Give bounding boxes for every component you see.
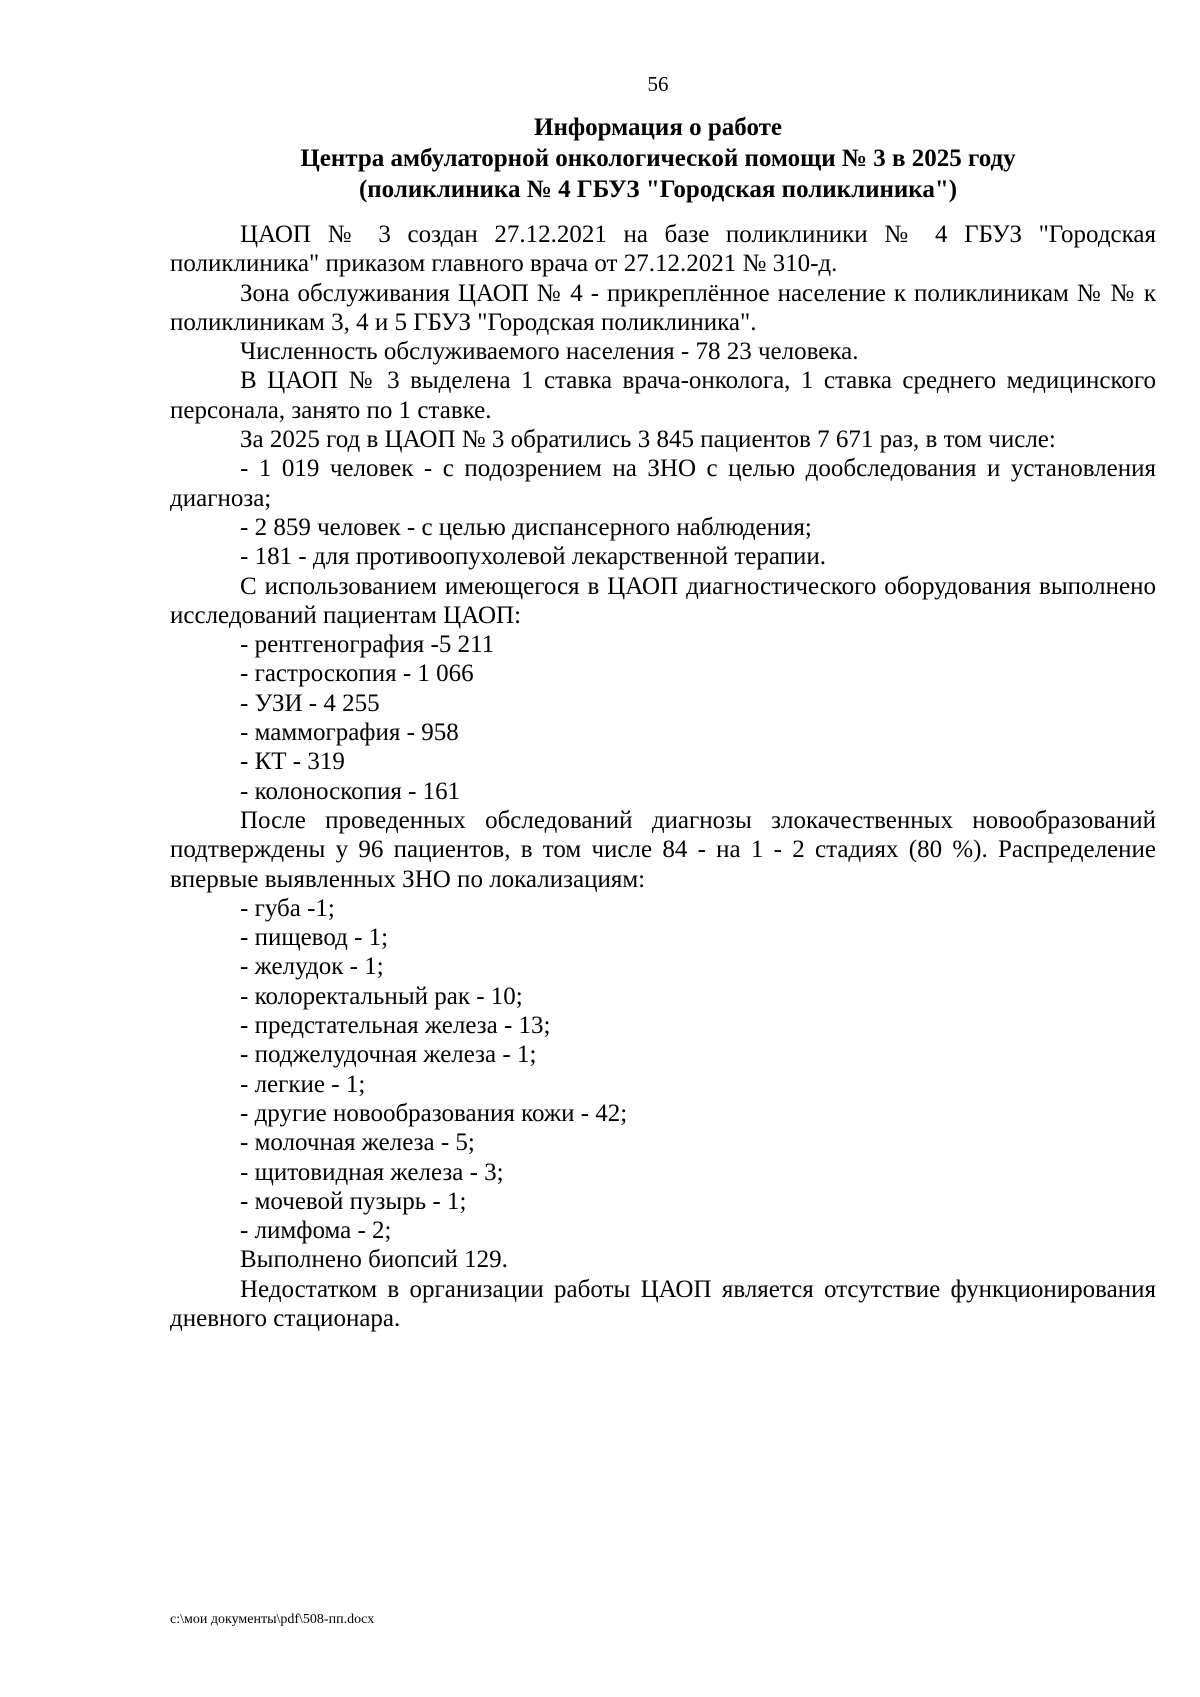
list-item-localization: - губа -1; [240, 894, 335, 922]
paragraph-biopsies: Выполнено биопсий 129. [240, 1246, 508, 1274]
list-item-study: - маммография - 958 [240, 719, 459, 747]
list-item-localization: - легкие - 1; [240, 1070, 366, 1098]
paragraph-equipment: С использованием имеющегося в ЦАОП диагностического оборудования выполнено исследований пациентам ЦАОП: [170, 572, 1156, 629]
paragraph-visits-dispensary: - 2 859 человек - с целью диспансерного наблюдения; [240, 513, 812, 541]
footer-file-path: c:\мои документы\pdf\508-пп.docx [170, 1612, 375, 1627]
title-line-3: (поликлиника № 4 ГБУЗ "Городская поликлиника") [358, 176, 958, 203]
paragraph-shortcoming: Недостатком в организации работы ЦАОП является отсутствие функционирования дневного стационара. [170, 1275, 1156, 1332]
localizations-list [170, 894, 1156, 1246]
paragraph-zone: Зона обслуживания ЦАОП № 4 - прикреплённое население к поликлиникам № № к поликлиникам 3, 4 и 5 ГБУЗ "Городская поликлиника". [170, 279, 1156, 336]
title-line-1: Информация о работе [534, 114, 782, 141]
title-line-2: Центра амбулаторной онкологической помощи № 3 в 2025 году [300, 145, 1016, 172]
document-body [170, 220, 1156, 1333]
list-item-localization: - колоректальный рак - 10; [240, 982, 523, 1010]
list-item-localization: - поджелудочная железа - 1; [240, 1041, 537, 1069]
paragraph-confirmed: После проведенных обследований диагнозы злокачественных новообразований подтверждены у 96 пациентов, в том числе 84 - на 1 - 2 стадиях (80 %). Распределение впервые выявленных ЗНО по локализациям: [170, 806, 1156, 893]
list-item-localization: - молочная железа - 5; [240, 1129, 475, 1157]
list-item-localization: - другие новообразования кожи - 42; [240, 1099, 628, 1127]
paragraph-population: Численность обслуживаемого населения - 78 23 человека. [240, 338, 859, 366]
list-item-study: - гастроскопия - 1 066 [240, 660, 474, 688]
list-item-study: - колоноскопия - 161 [240, 777, 461, 805]
paragraph-visits: За 2025 год в ЦАОП № 3 обратились 3 845 пациентов 7 671 раз, в том числе: [240, 426, 1056, 454]
paragraph-visits-therapy: - 181 - для противоопухолевой лекарственной терапии. [240, 543, 827, 571]
list-item-localization: - мочевой пузырь - 1; [240, 1187, 467, 1215]
page-number: 56 [647, 72, 669, 96]
list-item-localization: - щитовидная железа - 3; [240, 1158, 504, 1186]
list-item-localization: - предстательная железа - 13; [240, 1012, 551, 1040]
list-item-localization: - желудок - 1; [240, 953, 384, 981]
paragraph-created: ЦАОП № 3 создан 27.12.2021 на базе поликлиники № 4 ГБУЗ "Городская поликлиника" приказом главного врача от 27.12.2021 № 310-д. [170, 221, 1156, 278]
paragraph-visits-suspicion: - 1 019 человек - с подозрением на ЗНО с целью дообследования и установления диагноза; [170, 455, 1156, 512]
studies-list [170, 630, 1156, 806]
document-title [160, 112, 1156, 205]
list-item-localization: - лимфома - 2; [240, 1217, 392, 1245]
list-item-study: - КТ - 319 [240, 748, 345, 776]
list-item-localization: - пищевод - 1; [240, 924, 389, 952]
list-item-study: - рентгенография -5 211 [240, 631, 495, 659]
paragraph-staff: В ЦАОП № 3 выделена 1 ставка врача-онколога, 1 ставка среднего медицинского персонала, занято по 1 ставке. [170, 367, 1156, 424]
list-item-study: - УЗИ - 4 255 [240, 689, 380, 717]
